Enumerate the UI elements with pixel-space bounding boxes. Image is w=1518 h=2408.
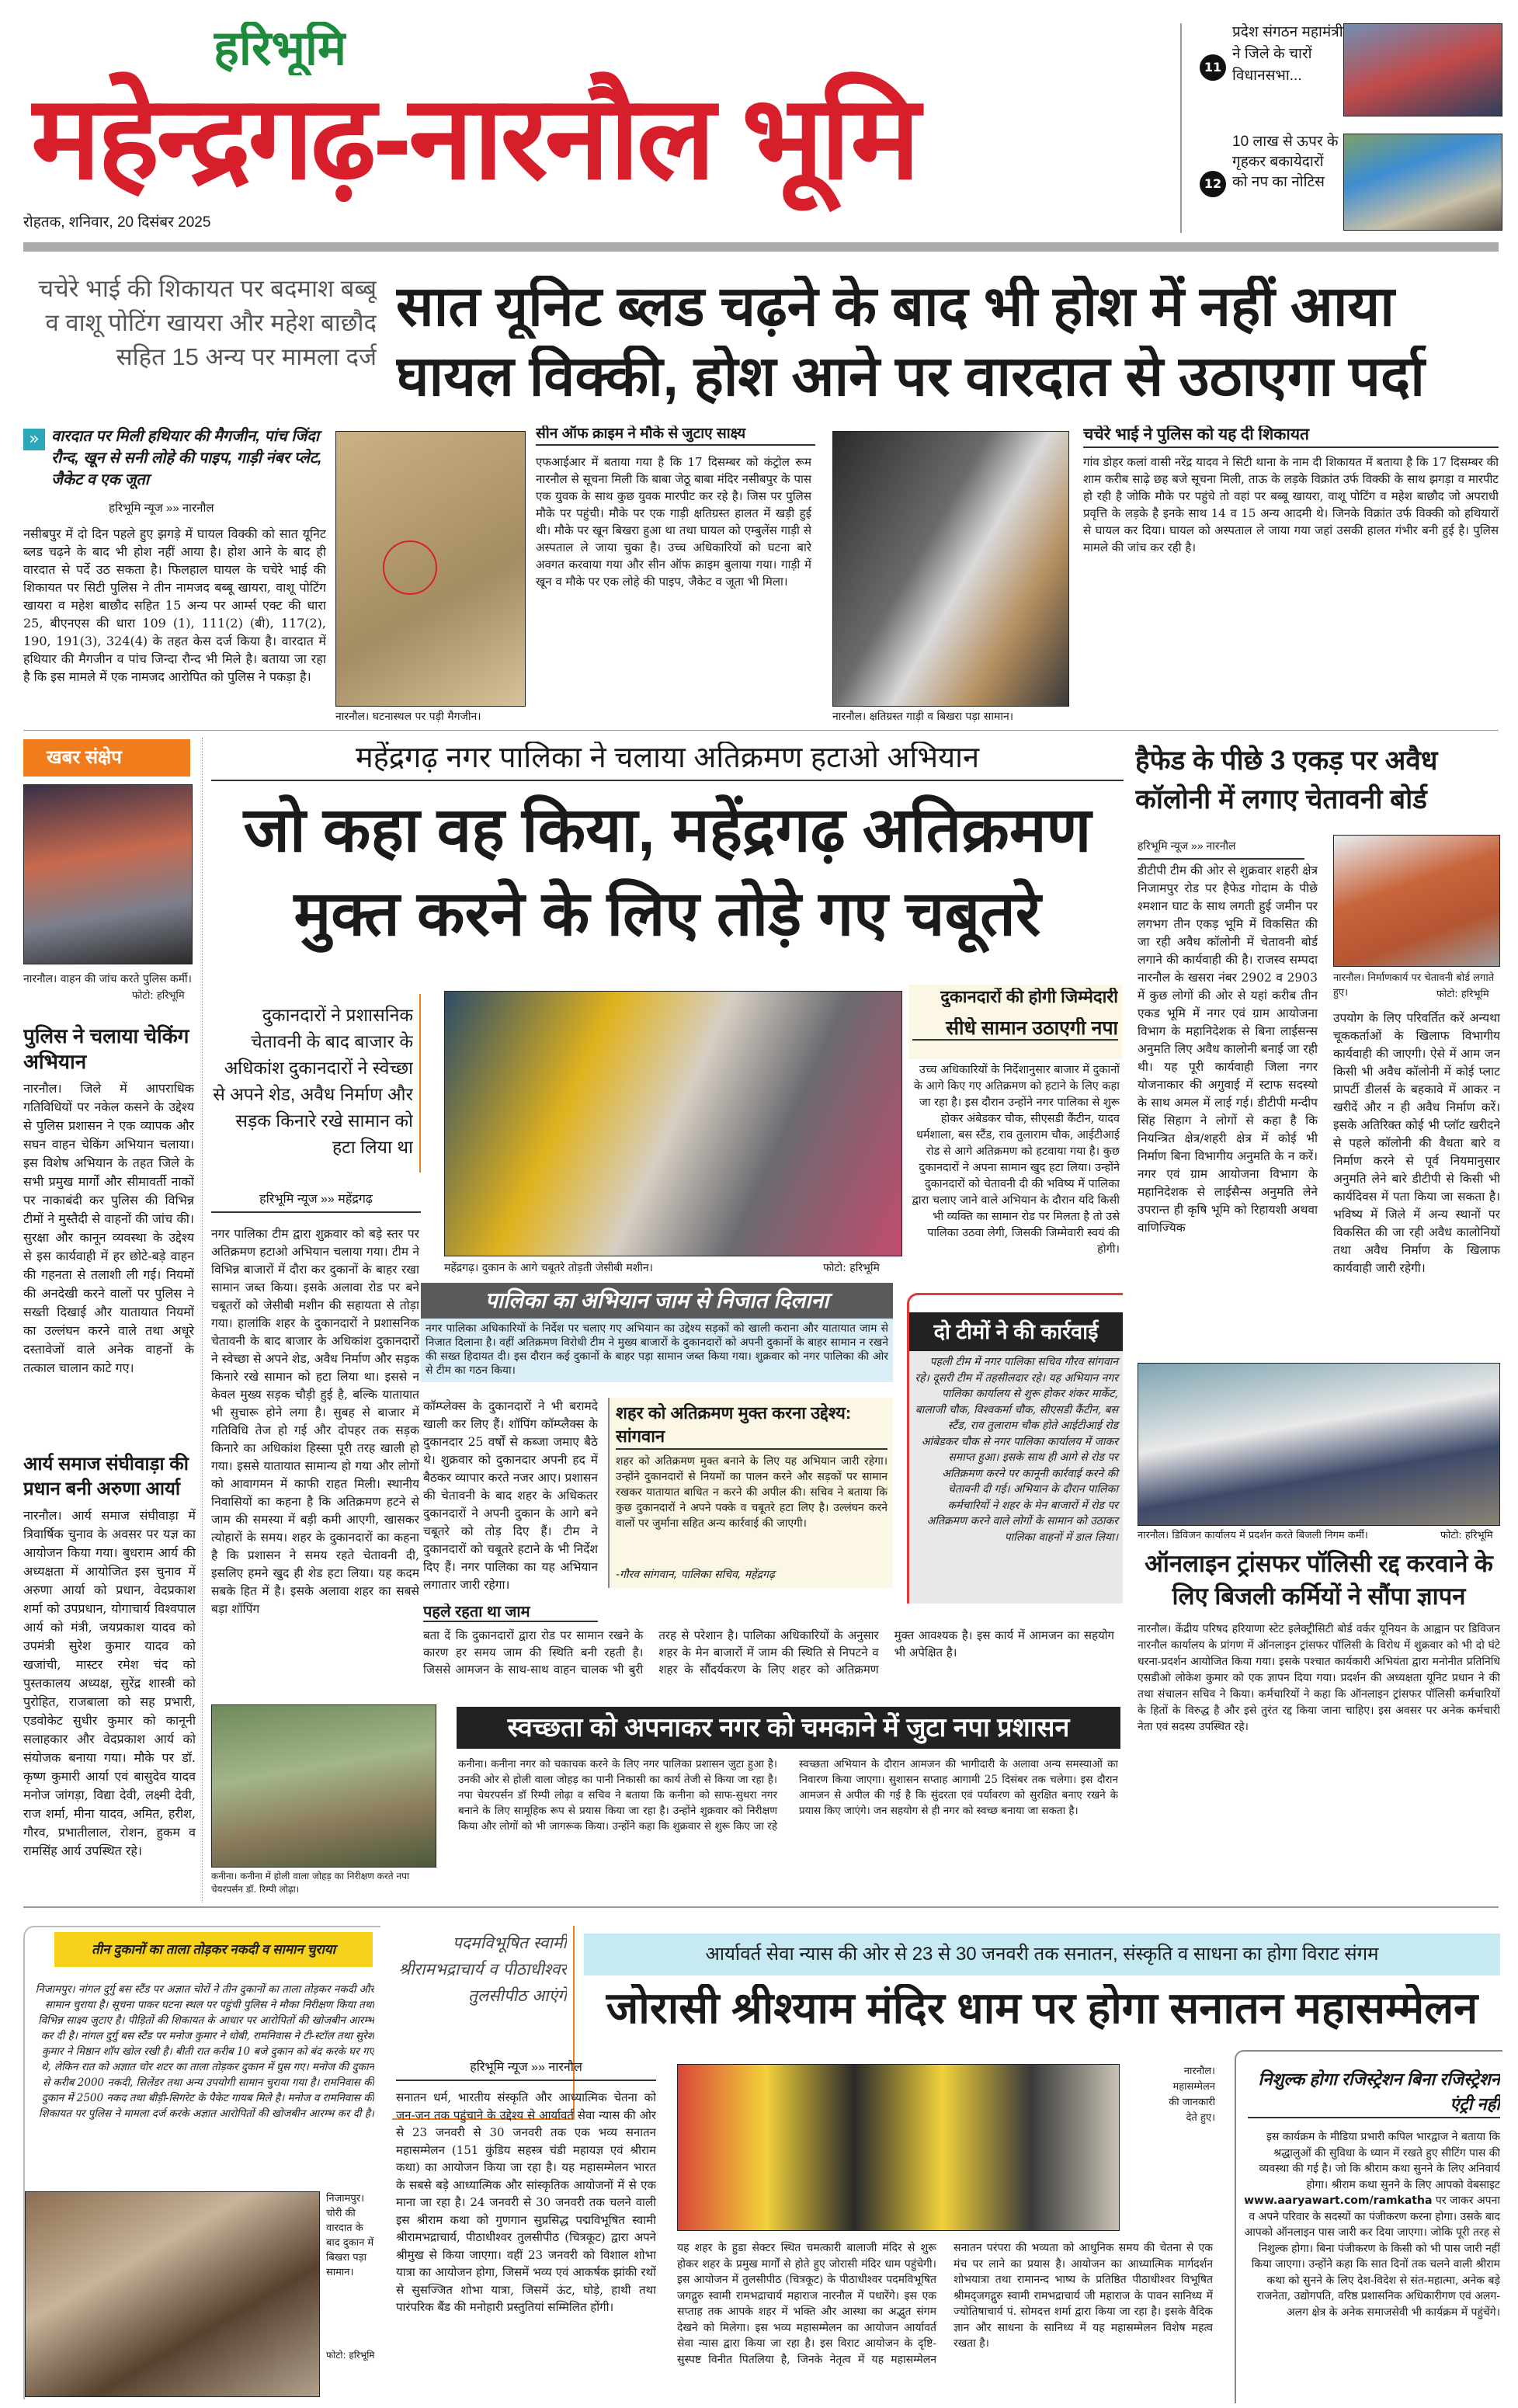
- sanatan-kicker: आर्यावर्त सेवा न्यास की ओर से 23 से 30 जनवरी तक सनातन, संस्कृति व साधना का होगा विराट संगम: [584, 1934, 1500, 1975]
- sanatan-body: सनातन धर्म, भारतीय संस्कृति और आध्यात्मिक चेतना को जन-जन तक पहुंचाने के उद्देश्य से आर्यावर्त सेवा न्यास की ओर से 23 जनवरी से 30 जनवरी तक एक भव्य सनातन महासम्मेलन (151 कुंडिय सहस्त्र चंडी महायज्ञ एवं श्रीराम कथा) का आयोजन किया जा रहा है। यह महासम्मेलन भारत के सबसे बड़े आध्यात्मिक और सांस्कृतिक आयोजनों में से एक माना जा रहा है। 24 जनवरी से 30 जनवरी तक चलने वाली इस श्रीराम कथा को गुणगान सुप्रसिद्ध पद्मविभूषित स्वामी श्रीरामभद्राचार्य, पीठाधीश्वर तुलसीपीठ (चित्रकूट) द्वारा अपने श्रीमुख से किया जाएगा। वहीं 23 जनवरी को विशाल शोभा यात्रा का आयोजन होगा, जिसमें भव्य एवं आकर्षक झांकी रथों से सुसज्जित शोभा यात्रा, जिसमें ऊंट, घोड़े, हाथी तथा पारंपरिक बैंड की मनोहारी प्रस्तुतियां सम्मिलित होंगी।: [396, 2090, 656, 2314]
- lead-kicker: चचेरे भाई की शिकायत पर बदमाश बब्बू व वाशू पोटिंग खायरा और महेश बाछौद सहित 15 अन्य पर मामला दर्ज: [38, 275, 377, 370]
- colony-body-2: उपयोग के लिए परिवर्तित करें अन्यथा चूककर्ताओं के खिलाफ विभागीय कार्यवाही की जाएगी। ऐसे में आम जन किसी भी अवैध कॉलोनी में कोई प्लाट प्रापर्टी डीलर्स के बहकावे में आकर न खरीदें और न ही अवैध निर्माण करें। इसके अतिरिक्त कोई भी प्लॉट खरीदने से पहले कॉलोनी की वैधता बारे व निर्माण करने से पूर्व नियमानुसार अनुमति लेने बारे डीटीपी से किसी भी कार्यदिवस में पता किया जा सकता है। भविष्य में जिले में अन्य स्थानों पर विकसित की जा रही अवैध कालोनियों तथा अवैध निर्माण के खिलाफ कार्यवाही जारी रहेगी।: [1333, 1011, 1500, 1275]
- reg-body-text-2: पर जाकर अपना व अपने परिवार के सदस्यों का पंजीकरण करना होगा। उसके बाद आपको ऑनलाइन पास जारी कर दिया जाएगा। जोकि पूरी तरह से निशुल्क होगा। बिना पंजीकरण के किसी को भी पास जारी नहीं किया जाएगा। उन्होंने कहा कि सात दिनों तक चलने वाली श्रीराम कथा को सुनने के लिए देश-विदेश से संत-महात्मा, अनेक बड़े राजनेता, उद्योगपति, वरिष्ठ प्रशासनिक अधिकारीगण एवं अलग-अलग क्षेत्र के अनेक समाजसेवी भी कार्यक्रम में पहुंचेंगे।: [1244, 2194, 1500, 2319]
- highlight-circle: [383, 540, 437, 595]
- band-body: नगर पालिका अधिकारियों के निर्देश पर चलाए गए अभियान का उद्देश्य सड़कों को खाली कराना और यातायात जाम से निजात दिलाना है। वहीं अतिक्रमण विरोधी टीम ने मुख्य बाजारों के दुकानदारों को अपनी दुकानों के बाहर सामान न रखने की सख्त हिदायत दी। इस दौरान कई दुकानों के बाहर पड़ा सामान जब्त किया गया। शुक्रवार को नगर पालिका की ओर से टीम का गठन किया।: [421, 1319, 893, 1382]
- byline: हरिभूमि न्यूज »» महेंद्रगढ़: [211, 1190, 421, 1213]
- pull-quote: [211, 994, 421, 1173]
- power-body: नारनौल। केंद्रीय परिषद हरियाणा स्टेट इलेक्ट्रीसिटी बोर्ड वर्कर यूनियन के आह्वान पर डिविजन नारनौल कार्यालय के प्रांगण में ऑनलाइन ट्रांसफर पॉलिसी के विरोध में शुक्रवार को भी दो घंटे धरना-प्रदर्शन आयोजित किया गया। इसके पश्चात कार्यकारी अभियंता द्वारा मनोनीत प्रतिनिधि एसडीओ लोकेश कुमार को एक ज्ञापन दिया गया। प्रदर्शन की अध्यक्षता यूनिट प्रधान ने की तथा संचालन सचिव ने किया। कर्मचारियों ने कहा कि ऑनलाइन ट्रांसफर पॉलिसी कर्मचारियों के हितों के विरुद्ध है और इसे तुरंत रद्द किया जाना चाहिए। इस अवसर पर अनेक कर्मचारी नेता एवं सदस्य उपस्थित रहे।: [1138, 1623, 1500, 1733]
- photo-caption: नारनौल। घटनास्थल पर पड़ी मैगजीन।: [335, 711, 481, 723]
- quote-head: शहर को अतिक्रमण मुक्त करना उद्देश्य: सांगवान: [616, 1402, 888, 1450]
- photo-caption: निजामपुर। चोरी की वारदात के बाद दुकान में बिखरा पड़ा सामान।: [326, 2193, 374, 2278]
- sanatan-headline: जोरासी श्रीश्याम मंदिर धाम पर होगा सनातन महासम्मेलन: [606, 1984, 1478, 2032]
- encroach-headline: जो कहा वह किया, महेंद्रगढ़ अतिक्रमण मुक्त करने के लिए तोड़े गए चबूतरे: [243, 795, 1092, 948]
- encroach-subhead: महेंद्रगढ़ नगर पालिका ने चलाया अतिक्रमण हटाओ अभियान: [211, 742, 1124, 781]
- encroach-body: नगर पालिका टीम द्वारा शुक्रवार को बड़े स्तर पर अतिक्रमण हटाओ अभियान चलाया गया। टीम ने विभिन्न बाजारों में दौरा कर दुकानों के बाहर रखा सामान जब्त किया। इसके अलावा रोड पर बने चबूतरों को जेसीबी मशीन की सहायता से तोड़ा गया। हालांकि शहर के दुकानदारों ने प्रशासनिक चेतावनी के बाद बाजार के अधिकांश दुकानदारों ने स्वेच्छा से अपने शेड, अवैध निर्माण और सड़क किनारे रखे सामान को हटा लिया था। इससे न केवल मुख्य सड़क चौड़ी हुई है, बल्कि यातायात भी सुचारू होने लगा है। सुबह से बाजार में गतिविधि तेज हो गई और दोपहर तक सड़क किनारे का अधिकांश हिस्सा पूरी तरह खाली हो गया। इससे यातायात सामान्य हो गया और लोगों को आवागमन में काफी राहत मिली। स्थानीय निवासियों का कहना है कि अतिक्रमण हटने से जाम की समस्या में बड़ी कमी आएगी, खासकर त्योहारों के समय। शहर के दुकानदारों का कहना है कि प्रशासन ने समय रहते चेतावनी दी, इसलिए हमने खुद ही शेड हटा लिया। यह कदम सबके हित में है। इसके अलावा शहर का सबसे बड़ा शॉपिंग: [211, 1227, 419, 1616]
- dateline: रोहतक, शनिवार, 20 दिसंबर 2025: [23, 214, 211, 231]
- byline: हरिभूमि न्यूज »» नारनौल: [396, 2058, 656, 2081]
- teams-head: दो टीमों ने की कार्रवाई: [909, 1312, 1123, 1351]
- photo-protest: [1138, 1363, 1500, 1526]
- photo-magazine: [335, 431, 526, 707]
- theft-body: निजामपुर। नांगल दुर्गु बस स्टैंड पर अज्ञात चोरों ने तीन दुकानों का ताला तोड़कर नकदी और सामान चुराया है। सूचना पाकर घटना स्थल पर पहुंची पुलिस ने मौका निरीक्षण किया तथा विभिन्न साक्ष्य जुटाए है। पीड़ितों की शिकायत के आधार पर आरोपितों की खोजबीन आरम्भ कर दी है। नांगल दुर्गु बस स्टैंड पर मनोज कुमार ने धोबी, रामनिवास ने टी-स्टॉल तथा सुरेश कुमार ने मिष्ठान शॉप खोल रखी है। बीती रात करीब 10 बजे दुकान को बंद करके घर गए थे, लेकिन रात को अज्ञात चोर शटर का ताला तोड़कर दुकान में घुस गए। मनोज की दुकान से करीब 2000 नकदी, सिलेंडर तथा अन्य उपयोगी सामान चुराया गया है। रामनिवास की दुकान में 2500 नकद तथा बीड़ी-सिगरेट के पैकेट गायब मिले है। मनोज व रामनिवास की शिकायत पर पुलिस ने मामला दर्ज करके अज्ञात आरोपितों की खोजबीन आरम्भ कर दी है।: [35, 1983, 374, 2120]
- photo-caption: नारनौल। डिविजन कार्यालय में प्रदर्शन करते बिजली निगम कर्मी।: [1138, 1530, 1368, 1541]
- colony-headline: हैफेड के पीछे 3 एकड़ पर अवैध कॉलोनी में लगाए चेतावनी बोर्ड: [1135, 745, 1438, 815]
- colony-body: डीटीपी टीम की ओर से शुक्रवार शहरी क्षेत्र निजामपुर रोड पर हैफेड गोदाम के पीछे श्मशान घाट के साथ लगती हुई जमीन पर लगभग तीन एकड़ भूमि में विकसित की जा रही अवैध कॉलोनी में चेतावनी बोर्ड लगाने की कार्यवाही की है। राजस्व सम्पदा नारनौल के खसरा नंबर 2902 व 2903 में कुछ लोगों की ओर से यहां करीब तीन एकड भूमि में नगर एवं ग्राम आयोजना विभाग के महानिदेशक से बिना लाईसन्स अनुमति लिए अवैध कालोनी बनाई जा रही थी। यह पूरी कार्यवाही जिला नगर योजनाकार की अगुवाई में स्टाफ सदस्यो के साथ अमल में लाई गई। डीटीपी मन्दीप सिंह सिहाग ने लोगों से कहा है कि नियन्त्रित क्षेत्र/शहरी क्षेत्र में कोई भी निर्माण बिना विभागीय अनुमति के न करें। नगर एवं ग्राम आयोजना विभाग के महानिदेशक से लाईसैन्स अनुमति लेने उपरान्त ही कृषि भूमि को रिहायशी अथवा वाणिज्यिक: [1138, 863, 1318, 1235]
- complaint-body: गांव डोहर कलां वासी नरेंद्र यादव ने सिटी थाना के नाम दी शिकायत में बताया है कि 17 दिसम्बर की शाम करीब साढ़े छह बजे सूचना मिली, ताऊ के लड़के विक्रांत उर्फ विक्की के साथ झगड़ा व मारपीट हो रही है जोकि मौके पर पहुंचे तो वहां पर बब्बू खायरा, वाशू पोटिंग व महेश बाछौद जो अपराधी प्रवृत्ति के लड़के है इनके साथ 14 व 15 अन्य आदमी थे। जिनके विक्रांत उर्फ विक्की को हथियारों से घायल कर दिया। घायल को अस्पताल ले जाया गया जहां उसकी हालत गंभीर बनी हुई है। पुलिस मामले की जांच कर रही है।: [1083, 455, 1499, 554]
- complaint-head: चचेरे भाई ने पुलिस को यह दी शिकायत: [1083, 426, 1499, 448]
- story-head: आर्य समाज संघीवाड़ा की प्रधान बनी अरुणा आर्या: [23, 1454, 189, 1499]
- photo-caption: नारनौल। क्षतिग्रस्त गाड़ी व बिखरा पड़ा सामान।: [832, 711, 1014, 723]
- photo-press-meet: [677, 2064, 1120, 2231]
- masthead-title: महेन्द्रगढ़-नारनौल भूमि: [31, 72, 918, 203]
- scene-body: एफआईआर में बताया गया है कि 17 दिसम्बर को कंट्रोल रूम नारनौल से सूचना मिली कि बाबा जेठू बाबा मंदिर नसीबपुर के पास एक युवक के साथ कुछ युवक मारपीट कर रहे है। जिस पर पुलिस मौके पर पहुंची। मौके पर एक गाड़ी क्षतिग्रस्त हालत में खड़ी हुई थी। मौके पर खून बिखरा हुआ था तथा घायल को एम्बुलेंस गाड़ी से अस्पताल ले जाया चुका है। उच्च अधिकारियों को घटना बारे अवगत करवाया गया और सीन ऑफ क्राइम बुलाया गया। गाड़ी में खून व मौके पर एक लोहे की पाइप, जैकेट व जूता भी मिला।: [536, 455, 811, 589]
- band-head: पालिका का अभियान जाम से निजात दिलाना: [421, 1283, 893, 1319]
- photo-caption: नारनौल। निर्माणकार्य पर चेतावनी बोर्ड लगाते हुए।: [1333, 972, 1495, 999]
- teaser-text: प्रदेश संगठन महामंत्री ने जिले के चारों विधानसभा...: [1232, 24, 1343, 84]
- photo-credit: फोटो: हरिभूमि: [823, 1262, 880, 1274]
- sanatan-body-2: यह शहर के हुडा सेक्टर स्थित चमत्कारी बालाजी मंदिर से शुरू होकर शहर के प्रमुख मार्गों से होते हुए जोरासी मंदिर धाम पहुंचेगी। इस आयोजन में तुलसीपीठ (चित्रकूट) के पीठाधीश्वर पदमविभूषित जगद्गुरु स्वामी रामभद्राचार्य महाराज नारनौल में पधारेंगे। इस एक सप्ताह तक आपके शहर में भक्ति और आस्था का अद्भुत संगम देखने को मिलेगा। इस भव्य महासम्मेलन का आयोजन आर्यावर्त सेवा न्यास द्वारा किया जा रहा है। इस विराट आयोजन के दृष्टि-सुस्पष्ट विनीत पितलिया है, जिनके नेतृत्व में यह महासम्मेलन सनातन परंपरा की भव्यता को आधुनिक समय की चेतना से एक मंच पर लाने का प्रयास है। आयोजन का आध्यात्मिक मार्गदर्शन शोभयात्रा तथा रामानन्द भाष्य के प्रतिष्ठित पीठाधीश्वर विभूषित श्रीमद्जगद्गुरु स्वामी रामभद्राचार्य जी महाराज के पावन सानिध्य में ज्योतिषाचार्य पं. सोमदत्त शर्मा द्वारा किया जा रहा है। इसके वैदिक ज्ञान और साधना के सानिध्य में यह महासम्मेलन विशेष महत्व रखता है।: [677, 2242, 1213, 2366]
- teaser-text: 10 लाख से ऊपर के गृहकर बकायेदारों को नप का नोटिस: [1232, 134, 1339, 190]
- teaser-1[interactable]: [1200, 22, 1510, 119]
- pull-quote-text: पदमविभूषित स्वामी श्रीरामभद्राचार्य व पीठाधीश्वर तुलसीपीठ आएंगे: [398, 1934, 567, 2005]
- registration-link[interactable]: www.aaryawart.com/ramkatha: [1244, 2194, 1433, 2207]
- resp-body: उच्च अधिकारियों के निर्देशानुसार बाजार में दुकानों के आगे किए गए अतिक्रमण को हटाने के लिए कहा जा रहा है। इस दौरान उन्होंने नगर पालिका से शुरू होकर अंबेडकर चौक, सीएसडी कैंटीन, यादव धर्मशाला, बस स्टैंड, राव तुलाराम चौक, आईटीआई रोड से आगे अतिक्रमण को हटवाया गया है। कुछ दुकानदारों ने अपना सामान खुद हटा लिया। उन्होंने दुकानदारों को चेतावनी दी की भविष्य में पालिका द्वारा चलाए जाने वाले अभियान के दौरान यदि किसी भी व्यक्ति का सामान रोड पर मिलता है तो उसे पालिका उठवा लेगी, जिसकी जिम्मेवारी स्वयं की होगी।: [912, 1064, 1120, 1256]
- photo-credit: फोटो: हरिभूमि: [326, 2350, 375, 2361]
- photo-credit: फोटो: हरिभूमि: [132, 990, 185, 1002]
- masthead: [0, 0, 1518, 256]
- story-body: नारनौल। जिले में आपराधिक गतिविधियों पर नकेल कसने के उद्देश्य से पुलिस प्रशासन ने एक व्यापक और सघन वाहन चेकिंग अभियान चलाया। इस विशेष अभियान के तहत जिले के सभी प्रमुख मार्गों और सीमावर्ती नाकों पर नाकाबंदी कर पुलिस की विभिन्न टीमों ने मुस्तैदी से वाहनों की जांच की। सुरक्षा और कानून व्यवस्था के उद्देश्य से इस कार्यवाही में हर छोटे-बड़े वाहन की गहनता से तलाशी ली गई। नियमों की अनदेखी करने वालों पर पुलिस ने सख्ती दिखाई और यातायात नियमों का उल्लंघन करने वाले तथा अधूरे दस्तावेजों वाले अनेक वाहनों के तत्काल चालान काटे गए।: [23, 1081, 194, 1375]
- photo-caption: नारनौल। वाहन की जांच करते पुलिस कर्मी।: [23, 973, 192, 985]
- power-headline: ऑनलाइन ट्रांसफर पॉलिसी रद्द करवाने के लिए बिजली कर्मियों ने सौंपा ज्ञापन: [1145, 1550, 1493, 1610]
- lead-headline-line2: घायल विक्की, होश आने पर वारदात से उठाएगा पर्दा: [396, 346, 1425, 408]
- reg-head: निशुल्क होगा रजिस्ट्रेशन बिना रजिस्ट्रेशन एंट्री नहीं: [1248, 2067, 1500, 2118]
- page-number-badge: 12: [1200, 171, 1226, 197]
- photo-pond: [211, 1704, 436, 1868]
- lead-side-head: वारदात पर मिली हथियार की मैगजीन, पांच जिंदा रौन्द, खून से सनी लोहे की पाइप, गाड़ी नंबर प्लेट, जैकेट व एक जूता: [51, 428, 322, 488]
- story-body: नारनौल। आर्य समाज संघीवाड़ा में त्रिवार्षिक चुनाव के अवसर पर यज्ञ का आयोजन किया गया। बुधराम आर्य की अध्यक्षता में आयोजित इस चुनाव में अरुणा आर्या को प्रधान, वेदप्रकाश शर्मा को उपप्रधान, योगाचार्य विश्वपाल आर्य को मंत्री, जयप्रकाश यादव को उपमंत्री सुरेश कुमार यादव को खजांची, मास्टर रमेश चंद को पुस्तकालय अध्यक्ष, सुरेंद्र शास्त्री को पुरोहित, राजबाला को सह प्रभारी, एडवोकेट सुधीर कुमार को कानूनी सलाहकार और वेदप्रकाश आर्य को संयोजक बनाया गया। मौके पर डॉ. कृष्ण कुमारी आर्या एवं बासुदेव यादव मनोज जांगड़ा, विद्या देवी, लक्ष्मी देवी, राज शर्मा, मीना यादव, अमित, हरीश, गौरव, प्रभातीलाल, रोशन, हुकम व रामसिंह आर्य उपस्थित रहे।: [23, 1508, 196, 1858]
- sub-head: पहले रहता था जाम: [423, 1604, 598, 1622]
- teams-body: पहली टीम में नगर पालिका सचिव गौरव सांगवान रहे। दूसरी टीम में तहसीलदार रहे। यह अभियान नगर पालिका कार्यालय से शुरू होकर शंकर मार्केट, बालाजी चौक, विश्वकर्मा चौक, सीएसडी कैंटीन, बस स्टैंड, राव तुलाराम चौक होते आईटीआई रोड आंबेडकर चौक से नगर पालिका कार्यालय में जाकर समाप्त हुआ। इसके साथ ही आगे से रोड पर अतिक्रमण करने पर कानूनी कार्रवाई करने की चेतावनी दी गई। अभियान के दौरान पालिका कर्मचारियों ने शहर के मेन बाजारों में रोड पर अतिक्रमण करने वाले लोगों के सामान को उठाकर पालिका वाहनों में डाल लिया।: [909, 1351, 1123, 1604]
- photo-caption: नारनौल। महासम्मेलन की जानकारी देते हुए।: [1169, 2066, 1215, 2124]
- resp-head: दुकानदारों की होगी जिम्मेदारी: [940, 988, 1118, 1006]
- clean-body: कनीना। कनीना नगर को चकाचक करने के लिए नगर पालिका प्रशासन जुटा हुआ है। उनकी ओर से होली वाला जोहड़ का पानी निकासी का कार्य तेजी से किया जा रहा है। नपा चेयरपर्सन डॉ रिम्पी लोढ़ा व सचिव ने बताया कि कनीना को साफ-सुथरा नगर बनाने के लिए सामूहिक रूप से प्रयास किया जा रहा है। उन्होंने शुक्रवार को निरीक्षण किया और लोगों को भी जागरूक किया। उन्होंने कहा कि शुक्रवार से शुरू किए जा रहे स्वच्छता अभियान के दौरान आमजन की भागीदारी के अलावा अन्य समस्याओं का निवारण किया जाएगा। सुशासन सप्ताह आगामी 25 दिसंबर तक चलेगा। इस दौरान आमजन से अपील की गई है कि सुंदरता एवं पर्यावरण को सुरक्षित बनाए रखने के प्रयास किए जाएंगे। जन सहयोग से ही नगर को स्वच्छ बनाया जा सकता है।: [458, 1758, 1118, 1833]
- photo-warning-board: [1333, 835, 1500, 967]
- quote-attribution: -गौरव सांगवान, पालिका सचिव, महेंद्रगढ़: [616, 1569, 775, 1581]
- teaser-photo: [1343, 134, 1502, 231]
- byline: हरिभूमि न्यूज »» नारनौल: [109, 502, 214, 515]
- photo-vehicle-check: [23, 784, 193, 964]
- clean-headline: स्वच्छता को अपनाकर नगर को चमकाने में जुटा नपा प्रशासन: [457, 1707, 1120, 1749]
- photo-jcb: [444, 991, 902, 1256]
- reg-body-text: इस कार्यक्रम के मीडिया प्रभारी कपिल भारद्वाज ने बताया कि श्रद्धालुओं की सुविधा के ध्यान में रखते हुए सीटिंग पास की व्यवस्था की गई है। जो कि श्रीराम कथा सुनने के लिए अनिवार्य होगा। श्रीराम कथा सुनने के लिए आपको वेबसाइट: [1259, 2131, 1500, 2191]
- pull-quote-text: दुकानदारों ने प्रशासनिक चेतावनी के बाद बाजार के अधिकांश दुकानदारों ने स्वेच्छा से अपने शेड, अवैध निर्माण और सड़क किनारे रखे सामान को हटा लिया था: [213, 1005, 413, 1157]
- masthead-rule: [23, 242, 1499, 252]
- photo-caption: कनीना। कनीना में होली वाला जोहड़ का निरीक्षण करते नपा चेयरपर्सन डॉ. रिम्पी लोढ़ा।: [211, 1871, 410, 1895]
- resp-head-2: सीधे सामान उठाएगी नपा: [912, 1017, 1118, 1041]
- photo-credit: फोटो: हरिभूमि: [1440, 1530, 1493, 1541]
- photo-credit: फोटो: हरिभूमि: [1436, 989, 1489, 1000]
- scene-head: सीन ऑफ क्राइम ने मौके से जुटाए साक्ष्य: [536, 426, 815, 446]
- reg-body: [1244, 2129, 1500, 2401]
- teaser-photo: [1343, 23, 1502, 116]
- photo-shop: [25, 2191, 320, 2397]
- byline: हरिभूमि न्यूज »» नारनौल: [1138, 839, 1304, 860]
- quote-body: शहर को अतिक्रमण मुक्त बनाने के लिए यह अभियान जारी रहेगा। उन्होंने दुकानदारों से नियमों का पालन करने और सड़कों पर सामान रखकर यातायात बाधित न करने की अपील की। सचिव ने बताया कि कुछ दुकानदारों ने अपने पक्के व चबूतरे हटा लिए है। उल्लंघन करने वालों पर जुर्माना सहित अन्य कार्रवाई की जाएगी।: [616, 1455, 888, 1530]
- theft-headline: तीन दुकानों का ताला तोड़कर नकदी व सामान चुराया: [54, 1932, 373, 1967]
- brand-logo: हरिभूमि: [214, 22, 347, 75]
- lead-headline-line1: सात यूनिट ब्लड चढ़ने के बाद भी होश में नहीं आया: [396, 276, 1395, 338]
- story-head: पुलिस ने चलाया चेकिंग अभियान: [23, 1024, 189, 1073]
- arrow-icon: »: [23, 429, 45, 450]
- photo-damaged-car: [832, 431, 1069, 707]
- encroach-body-2: कॉम्प्लेक्स के दुकानदारों ने भी बरामदे खाली कर लिए हैं। शॉपिंग कॉम्प्लैक्स के दुकानदार 25 वर्षों से कब्जा जमाए बैठे थे। शुक्रवार को दुकानदार अपनी हद में बैठकर व्यापार करते नजर आए। प्रशासन की चेतावनी के बाद शहर के अधिकतर दुकानदारों ने अपनी दुकान के आगे बने चबूतरे को तोड़ दिए हैं। टीम ने दुकानदारों को चबूतरे हटाने के भी निर्देश दिए हैं। नगर पालिका का यह अभियान लगातार जारी रहेगा।: [423, 1399, 598, 1592]
- page-number-badge: 11: [1200, 54, 1226, 81]
- photo-caption: महेंद्रगढ़। दुकान के आगे चबूतरे तोड़ती जेसीबी मशीन।: [444, 1262, 653, 1274]
- sub-body: बता दें कि दुकानदारों द्वारा रोड पर सामान रखने के कारण हर समय जाम की स्थिति बनी रहती है। जिससे आमजन के साथ-साथ वाहन चालक भी बुरी तरह से परेशान है। पालिका अधिकारियों के अनुसार शहर के मेन बाजारों में जाम की स्थिति से निपटने व शहर के सौंदर्यकरण के लिए शहर को अतिक्रमण मुक्त आवश्यक है। इस कार्य में आमजन का सहयोग भी अपेक्षित है।: [423, 1628, 1114, 1677]
- lead-body: नसीबपुर में दो दिन पहले हुए झगड़े में घायल विक्की को सात यूनिट ब्लड चढ़ने के बाद भी होश नहीं आया है। होश आने के बाद ही वारदात से पर्दे उठ सकता है। फिलहाल घायल के चचेरे भाई की शिकायत पर सिटी पुलिस ने तीन नामजद बब्बू खायरा, वाशू पोटिंग खायरा व महेश बाछौद सहित 15 अन्य पर आर्म्स एक्ट की धारा 25, बीएनएस की धारा 109 (1), 111(2) (बी), 117(2), 190, 191(3), 324(4) के तहत केस दर्ज किया है। वारदात में हथियार की मैगजीन व पांच जिन्दा रौन्द भी मिले है। बताया जा रहा है कि इस मामले में एक नामजद आरोपित को पुलिस ने पकड़ा है।: [23, 526, 326, 684]
- teaser-2[interactable]: [1200, 132, 1510, 233]
- news-brief-tab: खबर संक्षेप: [23, 739, 190, 777]
